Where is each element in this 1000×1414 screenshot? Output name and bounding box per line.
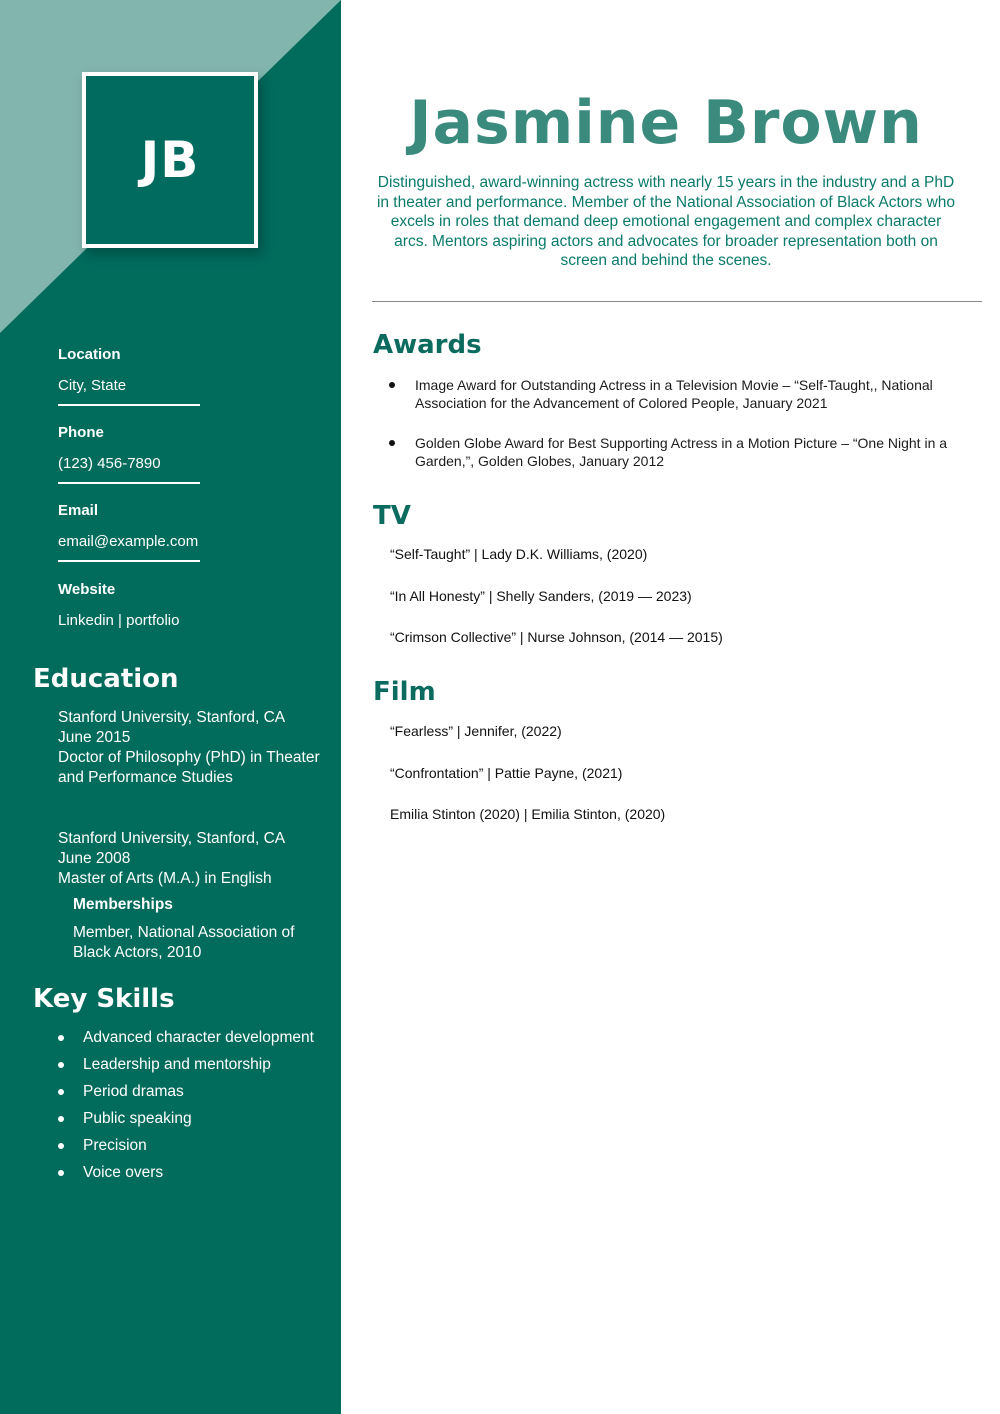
contact-value: Linkedin | portfolio [58,612,180,629]
education-date: June 2008 [58,850,131,867]
contact-label: Phone [58,424,104,441]
bullet-icon [389,382,395,388]
contact-location [58,346,308,406]
education-date: June 2015 [58,729,131,746]
tv-item: “In All Honesty” | Shelly Sanders, (2019 — 2023) [390,587,692,604]
divider [58,482,200,484]
monogram-box [82,72,258,248]
bullet-icon [58,1170,64,1176]
tv-list [390,546,950,671]
bullet-icon [58,1116,64,1122]
bullet-icon [58,1089,64,1095]
memberships-label: Memberships [73,896,173,913]
professional-summary: Distinguished, award-winning actress with nearly 15 years in the industry and a PhD in theater and performance. Member of the National Association of Black Actors who excels in roles that demand deep emotional engagement and complex character arcs. Mentors aspiring actors and advocates for broader representation both on screen and behind the scenes. [376,174,956,269]
film-item: “Confrontation” | Pattie Payne, (2021) [390,764,623,781]
skill-item [58,1028,318,1047]
resume-name: Jasmine Brown [409,88,923,158]
education-entry [58,708,328,788]
education-degree: Doctor of Philosophy (PhD) in Theater and Performance Studies [58,749,320,786]
contact-value: (123) 456-7890 [58,455,161,472]
monogram-initials: JB [140,131,200,189]
awards-list [388,376,968,492]
contact-value: City, State [58,377,127,394]
bullet-icon [389,440,395,446]
education-entry [58,829,328,889]
education-school: Stanford University, Stanford, CA [58,709,286,726]
skills-list [58,1028,318,1190]
tv-item: “Self-Taught” | Lady D.K. Williams, (2020) [390,546,648,562]
memberships-text: Member, National Association of Black Actors, 2010 [73,924,295,961]
education-degree: Master of Arts (M.A.) in English [58,870,272,887]
skill-text: Advanced character development [83,1029,314,1046]
skill-item [58,1109,318,1128]
tv-item: “Crimson Collective” | Nurse Johnson, (2014 — 2015) [390,629,723,645]
awards-heading: Awards [373,330,482,360]
contact-label: Website [58,581,116,598]
skill-text: Public speaking [83,1110,192,1127]
award-text: Image Award for Outstanding Actress in a Television Movie – “Self-Taught,, National Association for the Advancement of Colored People, January 2021 [415,377,933,411]
bullet-icon [58,1143,64,1149]
divider [58,404,200,406]
skill-item [58,1163,318,1182]
film-item: Emilia Stinton (2020) | Emilia Stinton, (2020) [390,806,666,822]
skill-text: Period dramas [83,1083,184,1100]
tv-heading: TV [373,501,411,531]
contact-label: Location [58,346,121,363]
skill-item [58,1136,318,1155]
education-heading: Education [33,664,179,694]
sidebar [0,0,341,1414]
education-school: Stanford University, Stanford, CA [58,830,286,847]
skill-text: Precision [83,1137,147,1154]
contact-label: Email [58,502,99,519]
skill-item [58,1055,318,1074]
film-list [390,723,950,848]
bullet-icon [58,1062,64,1068]
contact-website [58,581,308,629]
award-item [388,376,968,412]
bullet-icon [58,1035,64,1041]
film-item: “Fearless” | Jennifer, (2022) [390,723,562,739]
skills-heading: Key Skills [33,984,175,1014]
skill-item [58,1082,318,1101]
memberships [73,895,333,963]
summary-divider [372,301,982,302]
film-heading: Film [373,677,436,707]
skill-text: Leadership and mentorship [83,1056,271,1073]
award-item [388,434,968,470]
contact-email [58,502,308,562]
contact-phone [58,424,308,484]
skill-text: Voice overs [83,1164,164,1181]
award-text: Golden Globe Award for Best Supporting Actress in a Motion Picture – “One Night in a Garden,”, Golden Globes, January 2012 [415,435,948,469]
divider [58,560,200,562]
contact-value: email@example.com [58,533,199,550]
